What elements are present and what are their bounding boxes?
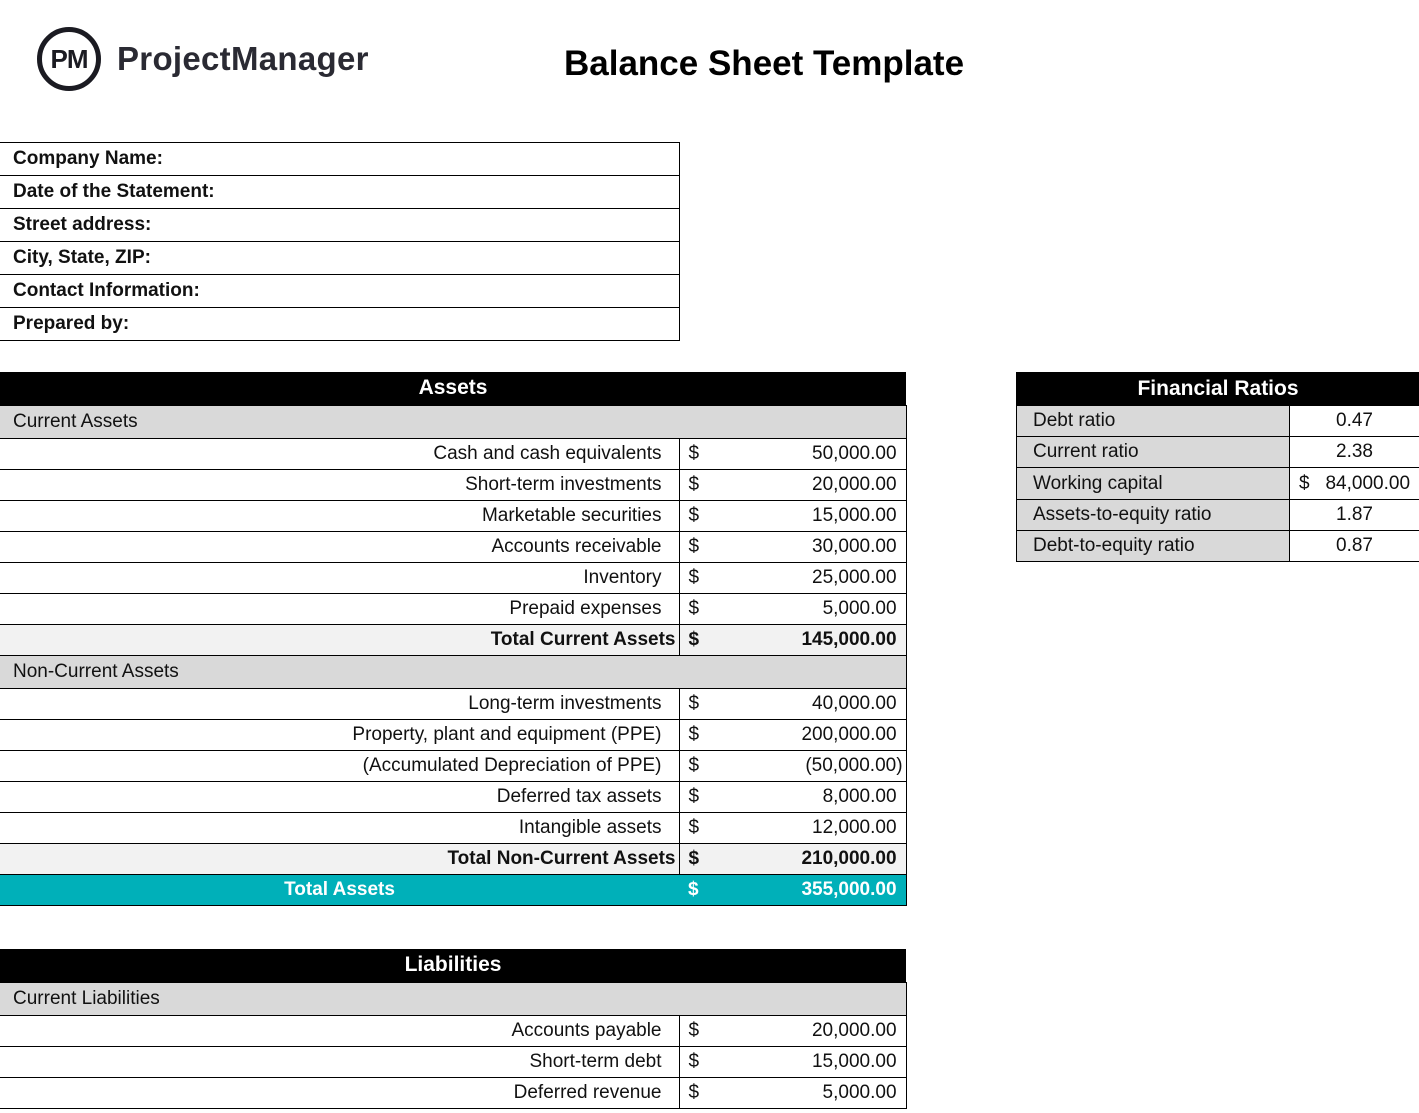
table-row[interactable] (0, 750, 906, 781)
row-currency: $ (679, 781, 719, 812)
row-amount[interactable]: 50,000.00 (719, 438, 906, 469)
ratio-value[interactable]: 0.87 (1290, 531, 1419, 562)
ratio-row[interactable] (1017, 531, 1419, 562)
row-currency: $ (679, 1015, 719, 1046)
current-assets-label: Current Assets (0, 405, 906, 438)
row-currency: $ (679, 1077, 719, 1108)
row-label: Inventory (0, 562, 679, 593)
row-label: Short-term investments (0, 469, 679, 500)
grand-total-currency: $ (679, 874, 719, 905)
current-liabilities-label: Current Liabilities (0, 982, 906, 1015)
company-info-row[interactable] (0, 143, 679, 176)
row-currency: $ (679, 750, 719, 781)
row-label: (Accumulated Depreciation of PPE) (0, 750, 679, 781)
ratio-label: Assets-to-equity ratio (1017, 500, 1290, 531)
ratio-label: Debt-to-equity ratio (1017, 531, 1290, 562)
row-label: Intangible assets (0, 812, 679, 843)
assets-table (0, 372, 907, 906)
row-amount[interactable]: 40,000.00 (719, 688, 906, 719)
brand-name: ProjectManager (117, 40, 369, 77)
financial-ratios-table (1016, 372, 1419, 562)
table-row[interactable] (0, 1015, 906, 1046)
row-currency: $ (679, 719, 719, 750)
table-row[interactable] (0, 1077, 906, 1108)
row-label: Short-term debt (0, 1046, 679, 1077)
company-info-label: City, State, ZIP: (0, 242, 679, 275)
row-currency: $ (679, 1046, 719, 1077)
grand-total-label: Total Assets (0, 874, 679, 905)
table-row[interactable] (0, 688, 906, 719)
current-assets-subheader (0, 405, 906, 438)
table-row[interactable] (0, 812, 906, 843)
row-amount[interactable]: 15,000.00 (719, 1046, 906, 1077)
row-label: Deferred revenue (0, 1077, 679, 1108)
company-info-row[interactable] (0, 308, 679, 341)
total-currency: $ (679, 843, 719, 874)
ratios-header-row (1017, 373, 1419, 406)
page-title: Balance Sheet Template (564, 44, 965, 83)
total-assets-row (0, 874, 906, 905)
row-currency: $ (679, 562, 719, 593)
ratio-value[interactable]: 1.87 (1290, 500, 1419, 531)
row-currency: $ (679, 593, 719, 624)
row-amount[interactable]: 5,000.00 (719, 1077, 906, 1108)
total-noncurrent-assets-row (0, 843, 906, 874)
row-label: Property, plant and equipment (PPE) (0, 719, 679, 750)
ratio-value[interactable]: 2.38 (1290, 437, 1419, 468)
row-amount[interactable]: 8,000.00 (719, 781, 906, 812)
current-liabilities-subheader (0, 982, 906, 1015)
row-label: Marketable securities (0, 500, 679, 531)
row-amount[interactable]: 20,000.00 (719, 469, 906, 500)
row-amount[interactable]: 5,000.00 (719, 593, 906, 624)
ratios-header: Financial Ratios (1017, 373, 1419, 406)
table-row[interactable] (0, 781, 906, 812)
company-info-label: Prepared by: (0, 308, 679, 341)
company-info-label: Street address: (0, 209, 679, 242)
ratio-value: 84,000.00 (1325, 472, 1411, 494)
liabilities-table (0, 949, 907, 1109)
company-info-row[interactable] (0, 275, 679, 308)
total-label: Total Current Assets (0, 624, 679, 655)
table-row[interactable] (0, 531, 906, 562)
pm-logo-icon: PM (37, 27, 101, 91)
company-info-label: Contact Information: (0, 275, 679, 308)
table-row[interactable] (0, 562, 906, 593)
grand-total-amount: 355,000.00 (719, 874, 906, 905)
row-label: Long-term investments (0, 688, 679, 719)
ratio-row[interactable] (1017, 406, 1419, 437)
ratio-row[interactable] (1017, 468, 1419, 500)
row-currency: $ (679, 469, 719, 500)
ratio-value-cell[interactable] (1290, 468, 1419, 500)
row-currency: $ (679, 812, 719, 843)
row-currency: $ (679, 438, 719, 469)
row-amount[interactable]: 200,000.00 (719, 719, 906, 750)
row-label: Prepaid expenses (0, 593, 679, 624)
row-amount[interactable]: (50,000.00) (719, 750, 906, 781)
row-currency: $ (679, 531, 719, 562)
noncurrent-assets-label: Non-Current Assets (0, 655, 906, 688)
table-row[interactable] (0, 719, 906, 750)
liabilities-header: Liabilities (0, 949, 906, 982)
company-info-row[interactable] (0, 242, 679, 275)
company-info-table (0, 142, 680, 341)
total-amount: 210,000.00 (719, 843, 906, 874)
brand-logo (37, 24, 369, 94)
total-amount: 145,000.00 (719, 624, 906, 655)
noncurrent-assets-subheader (0, 655, 906, 688)
row-label: Cash and cash equivalents (0, 438, 679, 469)
row-label: Accounts receivable (0, 531, 679, 562)
table-row[interactable] (0, 500, 906, 531)
ratio-label: Debt ratio (1017, 406, 1290, 437)
assets-header: Assets (0, 372, 906, 405)
table-row[interactable] (0, 593, 906, 624)
row-amount[interactable]: 25,000.00 (719, 562, 906, 593)
ratio-label: Current ratio (1017, 437, 1290, 468)
company-info-row[interactable] (0, 176, 679, 209)
assets-header-row (0, 372, 906, 405)
ratio-row[interactable] (1017, 437, 1419, 468)
ratio-row[interactable] (1017, 500, 1419, 531)
row-currency: $ (679, 500, 719, 531)
total-currency: $ (679, 624, 719, 655)
ratio-label: Working capital (1017, 468, 1290, 500)
row-amount[interactable]: 12,000.00 (719, 812, 906, 843)
table-row[interactable] (0, 469, 906, 500)
company-info-row[interactable] (0, 209, 679, 242)
row-amount[interactable]: 20,000.00 (719, 1015, 906, 1046)
total-label: Total Non-Current Assets (0, 843, 679, 874)
ratio-value[interactable]: 0.47 (1290, 406, 1419, 437)
company-info-label: Date of the Statement: (0, 176, 679, 209)
table-row[interactable] (0, 1046, 906, 1077)
ratio-currency: $ (1299, 472, 1310, 494)
row-label: Deferred tax assets (0, 781, 679, 812)
table-row[interactable] (0, 438, 906, 469)
liabilities-header-row (0, 949, 906, 982)
company-info-label: Company Name: (0, 143, 679, 176)
row-currency: $ (679, 688, 719, 719)
total-current-assets-row (0, 624, 906, 655)
row-amount[interactable]: 15,000.00 (719, 500, 906, 531)
row-amount[interactable]: 30,000.00 (719, 531, 906, 562)
row-label: Accounts payable (0, 1015, 679, 1046)
